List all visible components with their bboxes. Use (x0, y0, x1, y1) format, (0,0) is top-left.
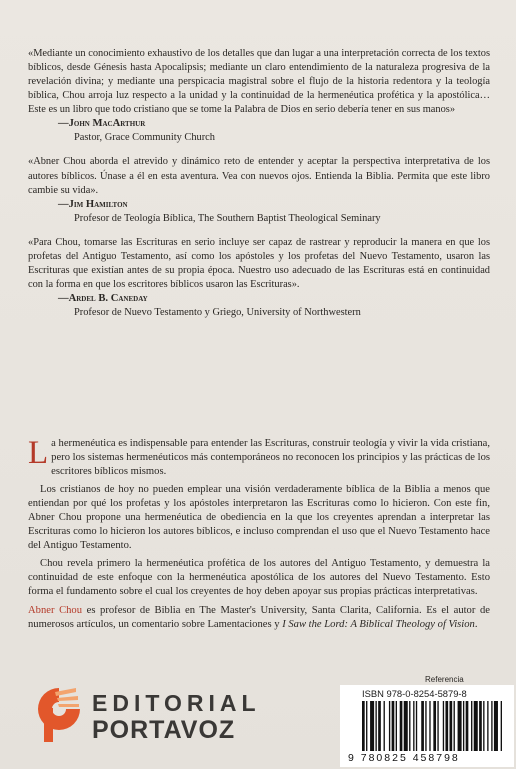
author-bio-text: es profesor de Biblia en The Master's University, Santa Clarita, California. Es el autor de numerosos artículos, un comentario sobre Lamentaciones y (28, 604, 490, 630)
drop-cap: L (28, 435, 49, 471)
endorser-role: Profesor de Nuevo Testamento y Griego, University of Northwestern (74, 307, 361, 319)
endorsement-macarthur (28, 47, 490, 145)
portavoz-logo-icon (36, 686, 82, 744)
endorser-name: —Jim Hamilton (58, 198, 128, 210)
endorser-role: Pastor, Grace Community Church (74, 132, 215, 144)
author-name: Abner Chou (28, 604, 83, 616)
cover-footer (0, 672, 516, 769)
author-bio-end: . (474, 618, 478, 630)
description-paragraph-1 (28, 437, 490, 478)
endorsement-caneday (28, 236, 490, 320)
isbn-text: ISBN 978-0-8254-5879-8 (362, 688, 467, 699)
publisher-name-top: EDITORIAL (92, 690, 261, 716)
endorsement-text: «Mediante un conocimiento exhaustivo de los detalles que dan lugar a una interpretación correcta de los textos bíblicos, desde Génesis hasta Apocalipsis; mediante un claro entendimiento de la naturaleza progresiva de la revelación divina; y mediante una perspicacia magistral sobre el flujo de la historia redentora y la teología bíblica, Chou arroja luz respecto a la unidad y la continuidad de la hermenéutica profética y la apostólica… Este es un libro que todo cristiano que se tome la Palabra de Dios en serio debería tener en sus manos» (28, 48, 490, 116)
endorsements (28, 47, 490, 330)
author-book-title: I Saw the Lord: A Biblical Theology of Vision (282, 618, 475, 630)
barcode-icon (362, 701, 502, 751)
endorser-role: Profesor de Teología Bíblica, The Southern Baptist Theological Seminary (74, 212, 381, 224)
publisher-name-bottom: PORTAVOZ (92, 716, 236, 744)
barcode-panel (340, 685, 514, 767)
author-bio (28, 604, 490, 632)
description-text: a hermenéutica es indispensable para entender las Escrituras, construir teología y vivir la vida cristiana, pero los sistemas hermenéuticos más contemporáneos no reconocen los principios y las prácticas de los escritores bíblicos mismos. (51, 438, 490, 477)
endorser-name: —Ardel B. Caneday (58, 293, 148, 305)
description-paragraph-2: Los cristianos de hoy no pueden emplear una visión verdaderamente bíblica de la Biblia a menos que entiendan por qué los profetas y los apóstoles interpretaron las Escrituras como lo hicieron. Con este fin, Abner Chou propone una hermenéutica de obediencia en la que los creyentes aprendan a interpretar las Escrituras como lo hicieron los autores bíblicos, e incluso comprendan el uso que el Nuevo Testamento hace del Antiguo Testamento. (28, 484, 490, 551)
endorsement-hamilton (28, 155, 490, 225)
endorsement-text: «Para Chou, tomarse las Escrituras en serio incluye ser capaz de rastrear y reproducir la manera en que los profetas del Antiguo Testamento, así como los apóstoles y los profetas del Nuevo Testamento, usaron las Escrituras que existían antes de su propia época. Nuestro uso adecuado de las Escrituras está en continuidad con la forma en que los escritores bíblicos usaron las Escrituras». (28, 236, 490, 291)
publisher-logo (36, 686, 296, 746)
barcode-digits: 9 780825 458798 (348, 752, 460, 764)
book-description (28, 437, 490, 636)
description-paragraph-3: Chou revela primero la hermenéutica profética de los autores del Antiguo Testamento, y demuestra la continuidad de este enfoque con la hermenéutica apostólica de los autores del Nuevo Testamento. Esto forma el fundamento sobre el cual los creyentes de hoy deben apoyar sus propias prácticas interpretativas. (28, 558, 490, 597)
reference-label: Referencia (425, 675, 464, 684)
endorser-name: —John MacArthur (58, 118, 146, 130)
endorsement-text: «Abner Chou aborda el atrevido y dinámico reto de entender y aceptar la perspectiva interpretativa de los autores bíblicos. Únase a él en esta aventura. Vea con nuevos ojos. Entienda la Biblia. Permita que este libro cambie su vida». (28, 156, 490, 196)
